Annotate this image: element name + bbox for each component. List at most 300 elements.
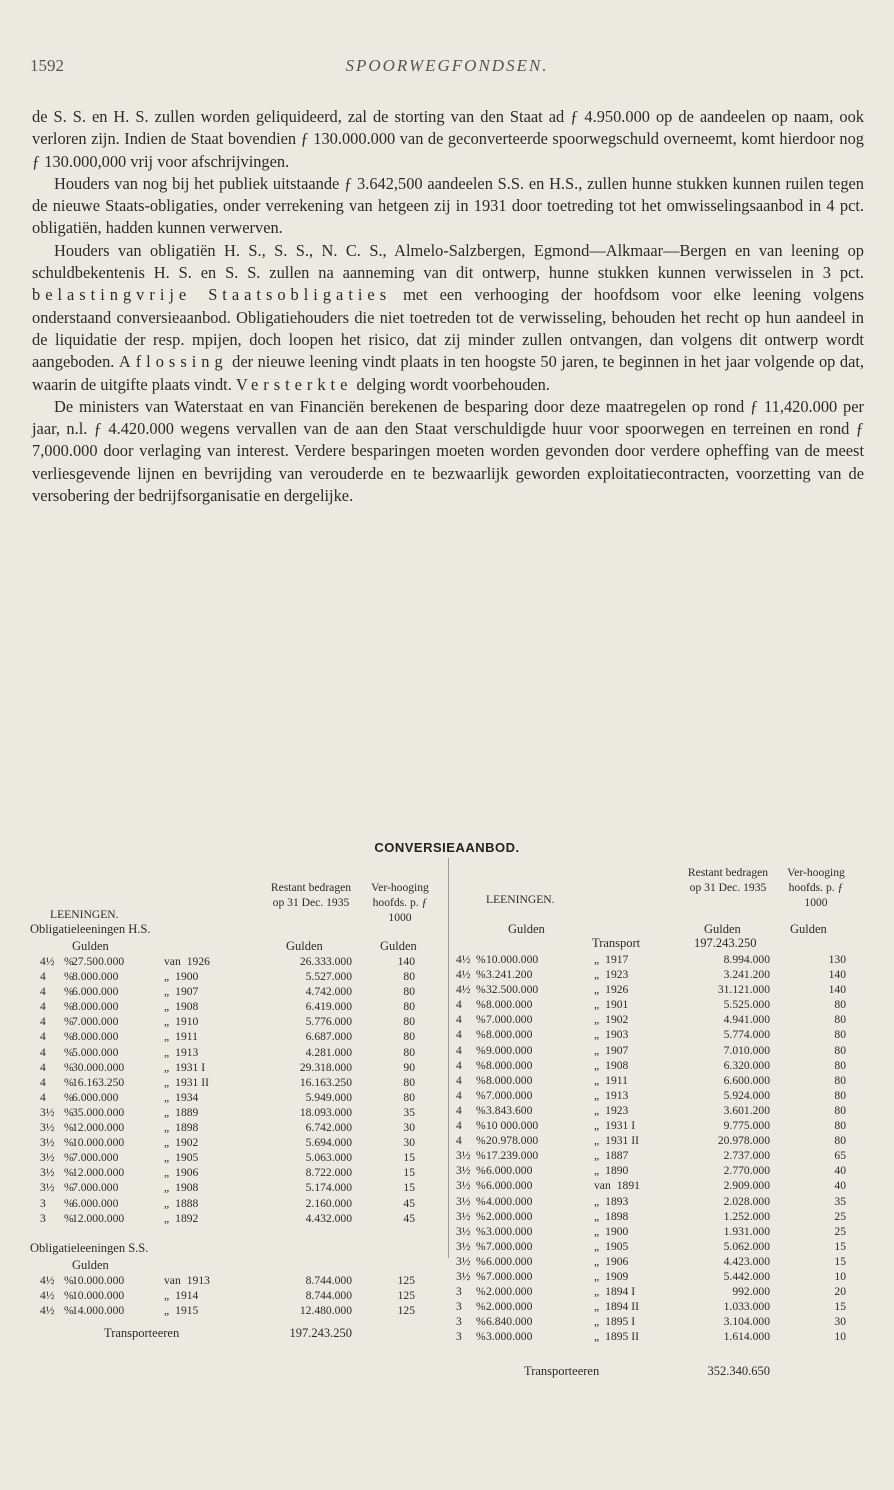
loan-year <box>594 967 684 982</box>
loan-prefix: „ <box>594 1119 600 1133</box>
issue-year: 1926 <box>186 955 210 968</box>
loan-year <box>594 1012 684 1027</box>
interest-rate: 3 <box>456 1285 462 1299</box>
loan-amount: 3.843.600 <box>486 1103 533 1117</box>
table-row <box>30 1288 444 1303</box>
loan-year <box>594 1178 684 1193</box>
loan-year <box>594 1269 684 1284</box>
remaining-amount: 5.527.000 <box>305 970 352 984</box>
loan-amount: 6.000.000 <box>486 1254 533 1268</box>
interest-rate: 4 <box>456 1119 462 1133</box>
premium-per-1000: 65 <box>834 1149 846 1163</box>
unit-row <box>30 939 444 954</box>
remaining-amount: 3.104.000 <box>723 1315 770 1329</box>
conversion-table-left <box>30 862 444 1346</box>
premium-per-1000: 80 <box>403 1075 415 1089</box>
premium-per-1000: 130 <box>828 953 846 966</box>
table-row <box>456 1269 872 1284</box>
interest-rate: 3½ <box>40 1121 55 1135</box>
interest-rate: 4½ <box>40 1288 55 1302</box>
percent-sign: % <box>476 1254 486 1268</box>
interest-rate: 4 <box>40 1060 46 1074</box>
loan-prefix: „ <box>594 983 600 997</box>
loan-amount: 7.000.000 <box>486 1013 533 1027</box>
percent-sign: % <box>476 1269 486 1283</box>
issue-year: 1888 <box>175 1196 199 1210</box>
interest-rate: 3½ <box>40 1181 55 1195</box>
issue-year: 1911 <box>605 1073 628 1087</box>
loan-amount: 32.500.000 <box>486 983 539 997</box>
loan-prefix: „ <box>594 953 600 966</box>
percent-sign: % <box>476 1224 486 1238</box>
percent-sign: % <box>64 985 74 999</box>
premium-per-1000: 35 <box>834 1194 846 1208</box>
percent-sign: % <box>64 1030 74 1044</box>
loan-year <box>594 1299 684 1314</box>
premium-per-1000: 15 <box>834 1239 846 1253</box>
running-title: SPOORWEGFONDSEN. <box>345 56 549 75</box>
issue-year: 1931 I <box>175 1060 206 1074</box>
loan-amount: 8.000.000 <box>486 1028 533 1042</box>
table-row <box>456 1148 872 1163</box>
remaining-amount: 2.770.000 <box>723 1164 770 1178</box>
loan-amount: 7.000.000 <box>486 1269 533 1283</box>
loan-prefix: „ <box>594 1013 600 1027</box>
premium-per-1000: 125 <box>397 1273 415 1287</box>
premium-per-1000: 45 <box>403 1211 415 1225</box>
loan-prefix: van <box>594 1179 611 1193</box>
table-row <box>30 999 444 1014</box>
percent-sign: % <box>476 1330 486 1344</box>
table-row <box>30 1090 444 1105</box>
remaining-amount: 3.241.200 <box>723 968 770 982</box>
premium-per-1000: 45 <box>403 1196 415 1210</box>
issue-year: 1926 <box>605 983 629 997</box>
premium-per-1000: 40 <box>834 1164 846 1178</box>
table-row <box>456 1163 872 1178</box>
loan-prefix: „ <box>164 1121 170 1135</box>
premium-per-1000: 25 <box>834 1224 846 1238</box>
table-row <box>456 1224 872 1239</box>
interest-rate: 3 <box>456 1315 462 1329</box>
loan-amount: 16.163.250 <box>72 1075 125 1089</box>
premium-per-1000: 90 <box>403 1060 415 1074</box>
interest-rate: 3½ <box>456 1179 471 1193</box>
unit-label: Gulden <box>704 922 741 936</box>
percent-sign: % <box>64 1288 74 1302</box>
issue-year: 1903 <box>605 1028 629 1042</box>
percent-sign: % <box>64 1211 74 1225</box>
remaining-amount: 5.063.000 <box>305 1151 352 1165</box>
table-body <box>30 1273 444 1318</box>
table-row <box>456 1314 872 1329</box>
loan-amount: 6.000.000 <box>486 1179 533 1193</box>
loan-prefix: „ <box>164 1000 170 1014</box>
transport-label: Transport <box>592 936 641 950</box>
loan-prefix: „ <box>164 970 170 984</box>
issue-year: 1931 II <box>605 1134 639 1148</box>
percent-sign: % <box>476 1088 486 1102</box>
interest-rate: 3 <box>40 1211 46 1225</box>
loan-prefix: „ <box>594 968 600 982</box>
loan-prefix: „ <box>594 1224 600 1238</box>
interest-rate: 4 <box>456 1013 462 1027</box>
percent-sign: % <box>476 1315 486 1329</box>
table-row <box>456 1043 872 1058</box>
premium-per-1000: 80 <box>834 1119 846 1133</box>
percent-sign: % <box>476 1058 486 1072</box>
table-row <box>30 1029 444 1044</box>
page-number: 1592 <box>30 56 64 75</box>
percent-sign: % <box>476 1209 486 1223</box>
loan-year <box>594 1088 684 1103</box>
loan-prefix: „ <box>594 1254 600 1268</box>
interest-rate: 4 <box>40 1045 46 1059</box>
loan-year <box>594 1224 684 1239</box>
table-row <box>30 1014 444 1029</box>
remaining-amount: 5.062.000 <box>723 1239 770 1253</box>
issue-year: 1907 <box>605 1043 629 1057</box>
premium-per-1000: 80 <box>403 985 415 999</box>
interest-rate: 3½ <box>456 1149 471 1163</box>
table-row <box>30 984 444 999</box>
percent-sign: % <box>476 1164 486 1178</box>
premium-per-1000: 15 <box>403 1151 415 1165</box>
group-label <box>30 1241 444 1258</box>
table-row <box>456 1329 872 1344</box>
table-header <box>30 862 444 922</box>
premium-per-1000: 80 <box>834 1088 846 1102</box>
remaining-amount: 5.949.000 <box>305 1090 352 1104</box>
header-leeningen: LEENINGEN. <box>486 893 555 906</box>
interest-rate: 4½ <box>456 983 471 997</box>
issue-year: 1894 II <box>605 1300 639 1314</box>
loan-prefix: „ <box>594 1088 600 1102</box>
table-body <box>456 952 872 1344</box>
remaining-amount: 7.010.000 <box>723 1043 770 1057</box>
interest-rate: 4 <box>40 1075 46 1089</box>
unit-label: Gulden <box>72 939 109 953</box>
premium-per-1000: 30 <box>403 1121 415 1135</box>
table-row <box>30 1196 444 1211</box>
transport-row <box>456 1364 872 1384</box>
loan-year <box>164 954 254 969</box>
premium-per-1000: 80 <box>834 1103 846 1117</box>
issue-year: 1908 <box>175 1181 199 1195</box>
table-row <box>30 1120 444 1135</box>
percent-sign: % <box>64 1136 74 1150</box>
premium-per-1000: 80 <box>834 1073 846 1087</box>
remaining-amount: 5.924.000 <box>723 1088 770 1102</box>
issue-year: 1898 <box>175 1121 199 1135</box>
remaining-amount: 1.252.000 <box>723 1209 770 1223</box>
table-row <box>30 1211 444 1226</box>
group-label <box>30 922 444 939</box>
issue-year: 1889 <box>175 1105 199 1119</box>
loan-amount: 7.000.000 <box>486 1239 533 1253</box>
table-row <box>456 1133 872 1148</box>
remaining-amount: 16.163.250 <box>299 1075 352 1089</box>
issue-year: 1923 <box>605 1103 629 1117</box>
table-row <box>456 967 872 982</box>
unit-label: Gulden <box>380 939 417 953</box>
loan-year <box>164 1060 254 1075</box>
premium-per-1000: 30 <box>834 1315 846 1329</box>
loan-year <box>594 1027 684 1042</box>
interest-rate: 4 <box>456 1134 462 1148</box>
remaining-amount: 1.033.000 <box>723 1300 770 1314</box>
loan-year <box>594 1148 684 1163</box>
remaining-amount: 12.480.000 <box>299 1303 352 1317</box>
remaining-amount: 4.941.000 <box>723 1013 770 1027</box>
issue-year: 1901 <box>605 998 629 1012</box>
group-title: Obligatieleeningen S.S. <box>30 1240 149 1255</box>
unit-label: Gulden <box>286 939 323 953</box>
loan-prefix: „ <box>594 1164 600 1178</box>
loan-year <box>594 1163 684 1178</box>
issue-year: 1913 <box>175 1045 199 1059</box>
loan-year <box>164 1029 254 1044</box>
percent-sign: % <box>64 1303 74 1317</box>
issue-year: 1887 <box>605 1149 629 1163</box>
interest-rate: 3½ <box>40 1151 55 1165</box>
premium-per-1000: 10 <box>834 1269 846 1283</box>
loan-year <box>594 997 684 1012</box>
loan-prefix: „ <box>594 1058 600 1072</box>
issue-year: 1891 <box>616 1179 640 1193</box>
loan-year <box>594 1254 684 1269</box>
premium-per-1000: 15 <box>403 1166 415 1180</box>
premium-per-1000: 80 <box>403 1015 415 1029</box>
loan-year <box>594 1043 684 1058</box>
premium-per-1000: 80 <box>834 1134 846 1148</box>
conversion-table-right <box>456 862 872 1384</box>
loan-prefix: „ <box>594 1300 600 1314</box>
table-row <box>30 1075 444 1090</box>
remaining-amount: 1.614.000 <box>723 1330 770 1344</box>
loan-year <box>594 1314 684 1329</box>
interest-rate: 4 <box>40 970 46 984</box>
loan-amount: 6.000.000 <box>72 1196 119 1210</box>
issue-year: 1908 <box>175 1000 199 1014</box>
premium-per-1000: 80 <box>403 1045 415 1059</box>
table-row <box>456 1012 872 1027</box>
loan-year <box>164 1165 254 1180</box>
remaining-amount: 6.600.000 <box>723 1073 770 1087</box>
loan-amount: 35.000.000 <box>72 1105 125 1119</box>
premium-per-1000: 80 <box>403 970 415 984</box>
issue-year: 1895 II <box>605 1330 639 1344</box>
interest-rate: 3½ <box>456 1224 471 1238</box>
table-row <box>456 982 872 997</box>
percent-sign: % <box>476 1013 486 1027</box>
remaining-amount: 4.423.000 <box>723 1254 770 1268</box>
remaining-amount: 8.994.000 <box>723 953 770 966</box>
loan-amount: 8.000.000 <box>72 1000 119 1014</box>
loan-year <box>164 1105 254 1120</box>
paragraph-text: delging wordt voorbehouden. <box>356 374 550 394</box>
percent-sign: % <box>476 1300 486 1314</box>
loan-prefix: „ <box>164 1060 170 1074</box>
loan-year <box>164 1303 254 1318</box>
loan-prefix: „ <box>164 985 170 999</box>
loan-prefix: „ <box>594 1043 600 1057</box>
issue-year: 1913 <box>605 1088 629 1102</box>
transport-label: Transporteeren <box>104 1325 180 1340</box>
loan-amount: 30.000.000 <box>72 1060 125 1074</box>
issue-year: 1931 I <box>605 1119 636 1133</box>
remaining-amount: 8.744.000 <box>305 1273 352 1287</box>
remaining-amount: 8.722.000 <box>305 1166 352 1180</box>
header-verhooging: Ver-hooging hoofds. p. ƒ 1000 <box>371 881 429 924</box>
issue-year: 1917 <box>605 953 629 966</box>
table-row <box>456 1058 872 1073</box>
percent-sign: % <box>476 1179 486 1193</box>
issue-year: 1900 <box>175 970 199 984</box>
loan-prefix: „ <box>594 1149 600 1163</box>
issue-year: 1908 <box>605 1058 629 1072</box>
loan-prefix: „ <box>164 1151 170 1165</box>
interest-rate: 4 <box>40 1090 46 1104</box>
table-row <box>30 1303 444 1318</box>
table-row <box>30 969 444 984</box>
unit-label: Gulden <box>72 1257 109 1272</box>
paragraph <box>32 240 864 396</box>
loan-year <box>164 1135 254 1150</box>
loan-year <box>594 1103 684 1118</box>
premium-per-1000: 80 <box>403 1090 415 1104</box>
interest-rate: 3½ <box>456 1239 471 1253</box>
loan-amount: 3.000.000 <box>486 1224 533 1238</box>
loan-year <box>594 952 684 967</box>
unit-label: Gulden <box>790 922 827 936</box>
interest-rate: 4 <box>456 998 462 1012</box>
table-row <box>456 1254 872 1269</box>
table-title: CONVERSIEAANBOD. <box>374 840 520 855</box>
remaining-amount: 5.774.000 <box>723 1028 770 1042</box>
interest-rate: 3 <box>456 1330 462 1344</box>
loan-amount: 6.840.000 <box>486 1315 533 1329</box>
transport-row <box>30 1326 444 1346</box>
loan-year <box>594 1239 684 1254</box>
header-restant: Restant bedragen op 31 Dec. 1935 <box>687 866 769 894</box>
loan-prefix: „ <box>164 1105 170 1119</box>
loan-amount: 7.000.000 <box>72 1015 119 1029</box>
table-row <box>456 1118 872 1133</box>
loan-year <box>164 969 254 984</box>
interest-rate: 4 <box>40 1030 46 1044</box>
percent-sign: % <box>476 1043 486 1057</box>
interest-rate: 4½ <box>40 955 55 968</box>
loan-prefix: „ <box>594 1315 600 1329</box>
premium-per-1000: 40 <box>834 1179 846 1193</box>
loan-year <box>164 1273 254 1288</box>
loan-prefix: van <box>164 1273 181 1287</box>
loan-prefix: „ <box>594 1134 600 1148</box>
loan-year <box>594 1073 684 1088</box>
remaining-amount: 5.442.000 <box>723 1269 770 1283</box>
loan-amount: 9.000.000 <box>486 1043 533 1057</box>
loan-prefix: „ <box>164 1288 170 1302</box>
percent-sign: % <box>64 1060 74 1074</box>
loan-amount: 2.000.000 <box>486 1285 533 1299</box>
paragraph-text: Houders van obligatiën H. S., S. S., N. C. S., Almelo-Salzbergen, Egmond—Alkmaar—Bergen en van leening op schuldbekentenis H. S. en S. S. zullen na aanneming van dit ontwerp, hunne stukken kunnen verwisselen in 3 pct. <box>32 240 864 283</box>
loan-amount: 3.241.200 <box>486 968 533 982</box>
percent-sign: % <box>64 1121 74 1135</box>
premium-per-1000: 80 <box>834 1013 846 1027</box>
remaining-amount: 4.281.000 <box>305 1045 352 1059</box>
interest-rate: 4 <box>40 1015 46 1029</box>
loan-amount: 20.978.000 <box>486 1134 539 1148</box>
table-row <box>30 1135 444 1150</box>
loan-year <box>164 984 254 999</box>
premium-per-1000: 15 <box>834 1254 846 1268</box>
remaining-amount: 2.737.000 <box>723 1149 770 1163</box>
percent-sign: % <box>64 1181 74 1195</box>
percent-sign: % <box>64 1090 74 1104</box>
loan-amount: 12.000.000 <box>72 1121 125 1135</box>
issue-year: 1906 <box>605 1254 629 1268</box>
interest-rate: 4 <box>456 1088 462 1102</box>
percent-sign: % <box>64 1045 74 1059</box>
issue-year: 1911 <box>175 1030 198 1044</box>
remaining-amount: 20.978.000 <box>717 1134 770 1148</box>
header-restant: Restant bedragen op 31 Dec. 1935 <box>270 881 352 909</box>
interest-rate: 3½ <box>40 1166 55 1180</box>
interest-rate: 3½ <box>456 1269 471 1283</box>
interest-rate: 4½ <box>456 968 471 982</box>
spaced-emphasis: belastingvrije Staatsobligaties <box>32 285 392 305</box>
issue-year: 1893 <box>605 1194 629 1208</box>
group-title: Obligatieleeningen H.S. <box>30 922 151 936</box>
loan-year <box>594 1209 684 1224</box>
loan-prefix: „ <box>594 1194 600 1208</box>
loan-prefix: van <box>164 955 181 968</box>
remaining-amount: 5.525.000 <box>723 998 770 1012</box>
issue-year: 1909 <box>605 1269 629 1283</box>
paragraph: de S. S. en H. S. zullen worden geliquideerd, zal de storting van den Staat ad ƒ 4.950.000 op de aandeelen op naam, ook verloren zijn. Indien de Staat bovendien ƒ 130.000.000 van de geconverteerde spoorwegschuld overneemt, komt hierdoor nog ƒ 130.000,000 vrij voor afschrijvingen. <box>32 107 864 171</box>
issue-year: 1890 <box>605 1164 629 1178</box>
loan-amount: 8.000.000 <box>486 998 533 1012</box>
issue-year: 1898 <box>605 1209 629 1223</box>
loan-year <box>594 1284 684 1299</box>
loan-prefix: „ <box>594 1073 600 1087</box>
table-row <box>30 1180 444 1195</box>
remaining-amount: 9.775.000 <box>723 1119 770 1133</box>
table-row <box>30 1045 444 1060</box>
premium-per-1000: 80 <box>834 998 846 1012</box>
loan-amount: 8.000.000 <box>486 1073 533 1087</box>
percent-sign: % <box>476 998 486 1012</box>
remaining-amount: 2.160.000 <box>305 1196 352 1210</box>
loan-prefix: „ <box>164 1045 170 1059</box>
interest-rate: 3½ <box>40 1136 55 1150</box>
table-row <box>30 1150 444 1165</box>
transport-value: 197.243.250 <box>289 1325 352 1340</box>
interest-rate: 4½ <box>40 1303 55 1317</box>
loan-year <box>164 1211 254 1226</box>
loan-year <box>594 1118 684 1133</box>
loan-year <box>594 1058 684 1073</box>
unit-row <box>456 922 872 952</box>
percent-sign: % <box>476 968 486 982</box>
remaining-amount: 29.318.000 <box>299 1060 352 1074</box>
issue-year: 1914 <box>175 1288 199 1302</box>
interest-rate: 4 <box>456 1028 462 1042</box>
percent-sign: % <box>476 1285 486 1299</box>
loan-amount: 4.000.000 <box>486 1194 533 1208</box>
table-body <box>30 954 444 1226</box>
